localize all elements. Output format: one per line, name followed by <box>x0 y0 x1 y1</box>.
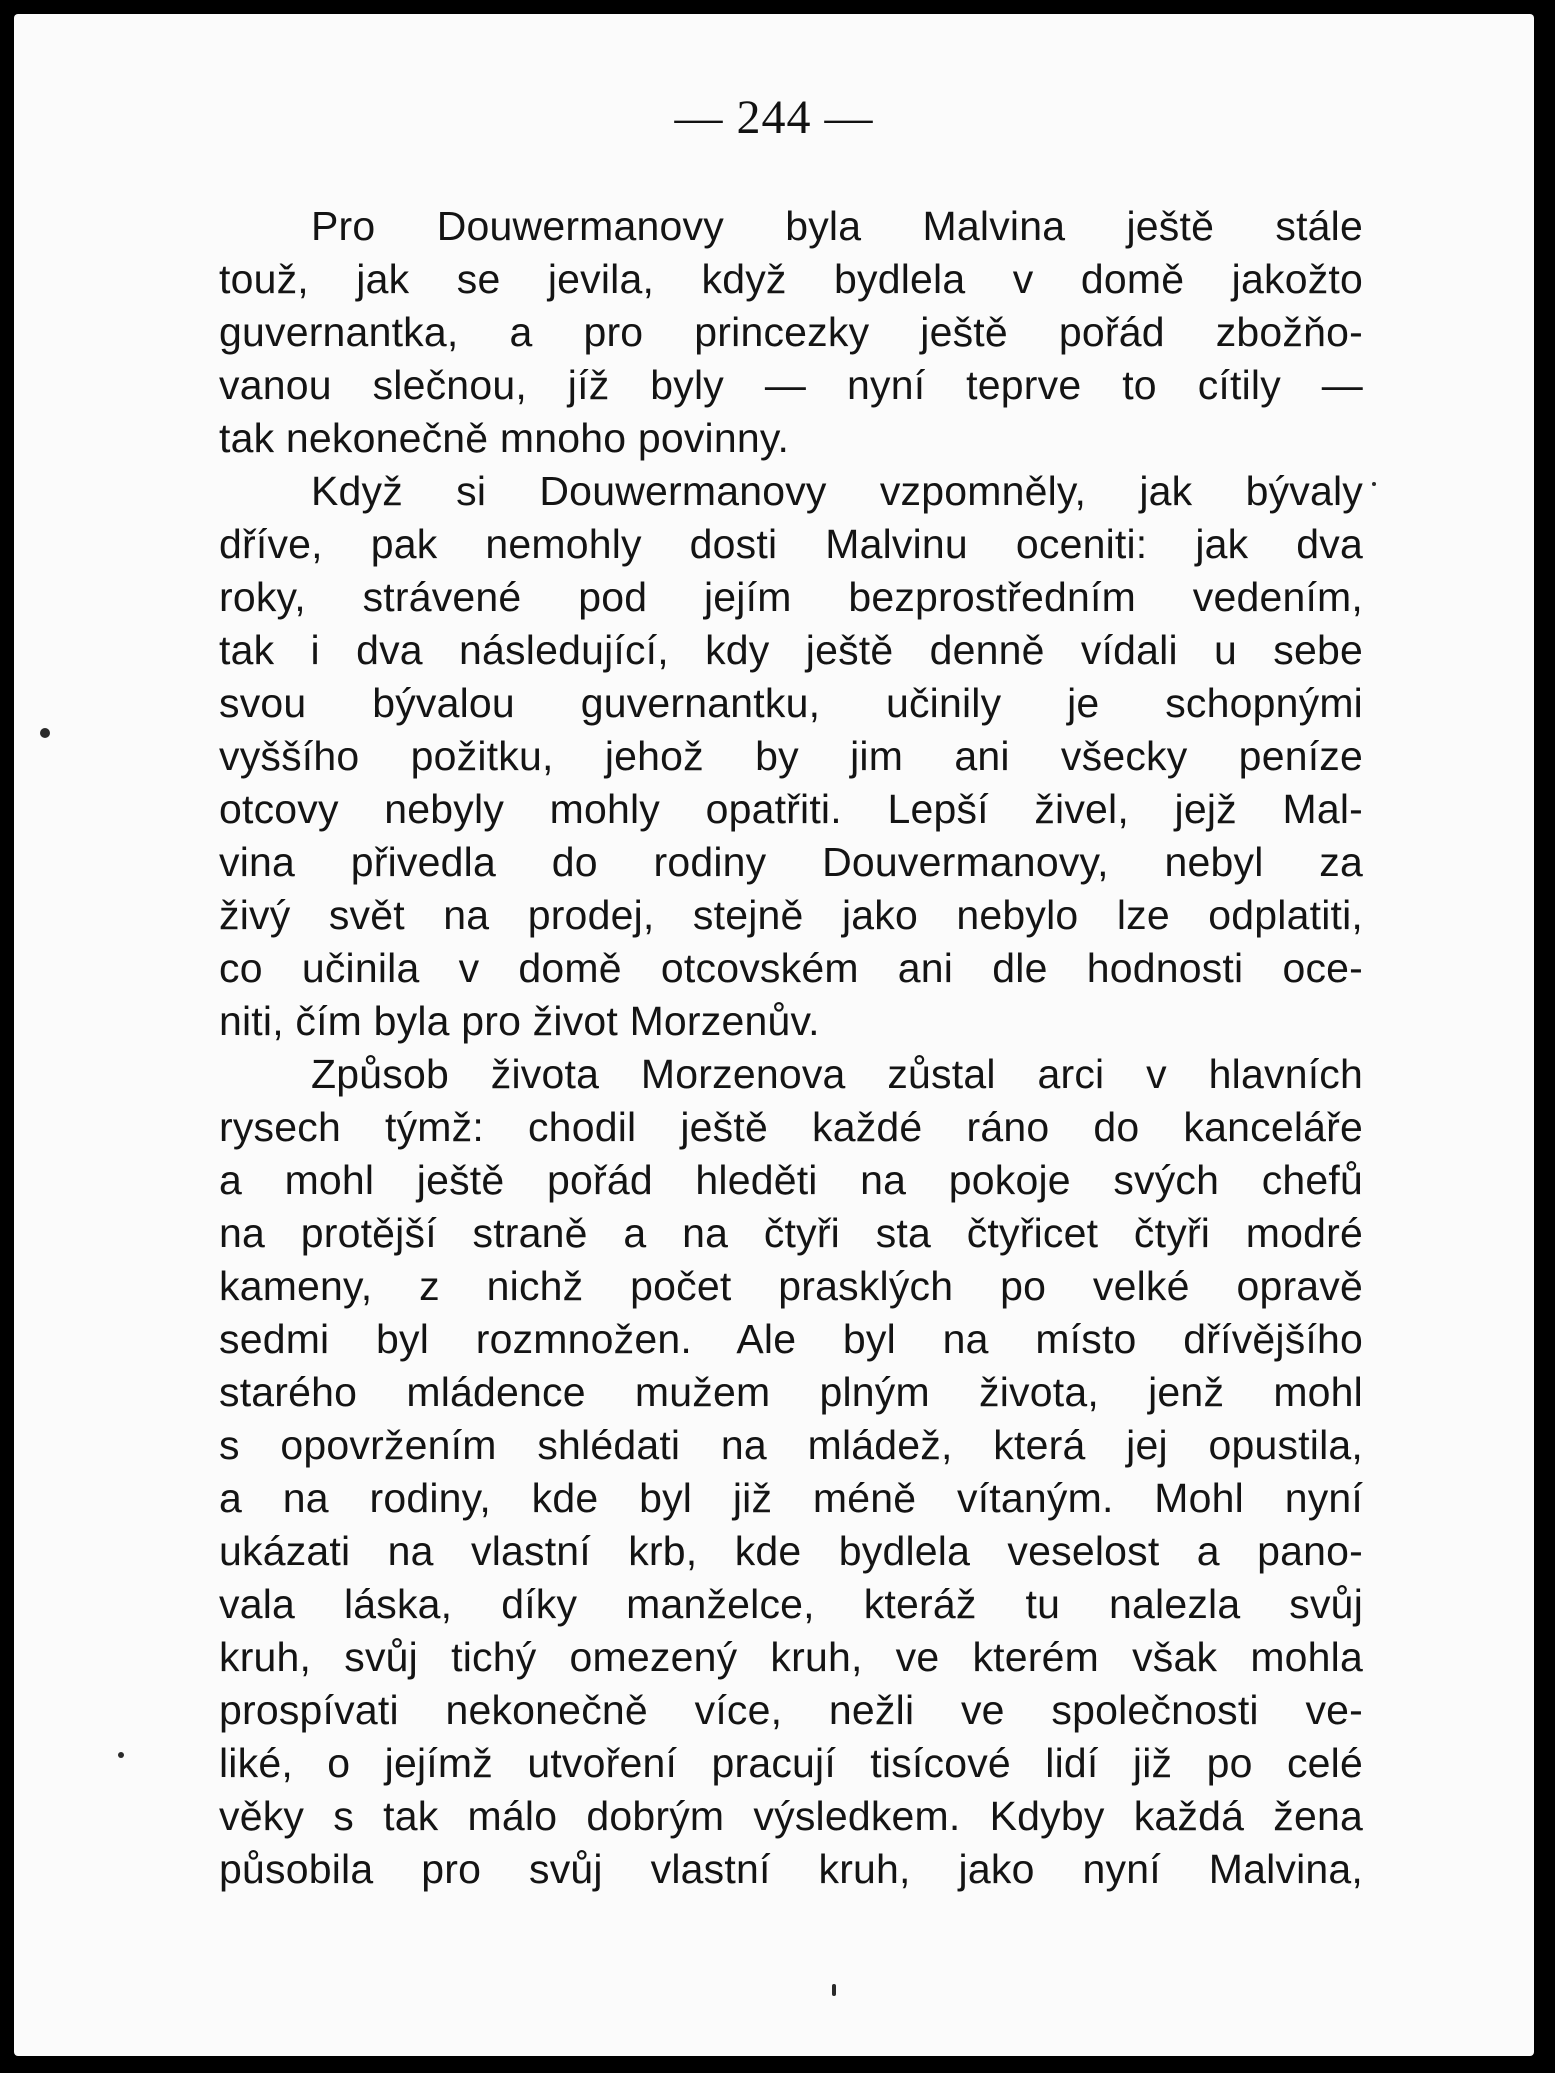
text-line: otcovy nebyly mohly opatřiti. Lepší živel, jejž Mal- <box>219 786 1363 832</box>
text-line: věky s tak málo dobrým výsledkem. Kdyby každá žena <box>219 1793 1363 1839</box>
text-line: živý svět na prodej, stejně jako nebylo lze odplatiti, <box>219 892 1363 938</box>
scan-speck <box>1372 482 1376 486</box>
text-line: vanou slečnou, jíž byly — nyní teprve to cítily — <box>219 362 1363 408</box>
text-line: a na rodiny, kde byl již méně vítaným. Mohl nyní <box>219 1475 1363 1521</box>
book-page <box>14 14 1534 2056</box>
text-line: liké, o jejímž utvoření pracují tisícové lidí již po celé <box>219 1740 1363 1786</box>
page-number: — 244 — <box>674 91 874 144</box>
text-line: vala láska, díky manželce, kteráž tu nalezla svůj <box>219 1581 1363 1627</box>
text-line: vina přivedla do rodiny Douvermanovy, nebyl za <box>219 839 1363 885</box>
text-line: Když si Douwermanovy vzpomněly, jak bývaly <box>311 468 1363 514</box>
scan-speck <box>832 1984 836 1996</box>
text-line: rysech týmž: chodil ještě každé ráno do kanceláře <box>219 1104 1363 1150</box>
text-line: vyššího požitku, jehož by jim ani všecky peníze <box>219 733 1363 779</box>
text-line: svou bývalou guvernantku, učinily je schopnými <box>219 680 1363 726</box>
text-line: roky, strávené pod jejím bezprostředním vedením, <box>219 574 1363 620</box>
text-line: tak i dva následující, kdy ještě denně vídali u sebe <box>219 627 1363 673</box>
text-line: dříve, pak nemohly dosti Malvinu oceniti: jak dva <box>219 521 1363 567</box>
text-line: co učinila v domě otcovském ani dle hodnosti oce- <box>219 945 1363 991</box>
scan-speck <box>40 728 50 738</box>
scan-speck <box>118 1752 124 1758</box>
text-line: s opovržením shlédati na mládež, která jej opustila, <box>219 1422 1363 1468</box>
text-line: starého mládence mužem plným života, jenž mohl <box>219 1369 1363 1415</box>
text-line: tak nekonečně mnoho povinny. <box>219 415 790 461</box>
text-line: guvernantka, a pro princezky ještě pořád zbožňo- <box>219 309 1363 355</box>
text-line: na protější straně a na čtyři sta čtyřicet čtyři modré <box>219 1210 1363 1256</box>
text-line: a mohl ještě pořád hleděti na pokoje svých chefů <box>219 1157 1363 1203</box>
text-line: prospívati nekonečně více, nežli ve společnosti ve- <box>219 1687 1363 1733</box>
text-line: Způsob života Morzenova zůstal arci v hlavních <box>311 1051 1363 1097</box>
text-line: Pro Douwermanovy byla Malvina ještě stále <box>311 203 1363 249</box>
body-text <box>219 200 1363 1896</box>
text-line: působila pro svůj vlastní kruh, jako nyní Malvina, <box>219 1846 1363 1892</box>
text-line: ukázati na vlastní krb, kde bydlela veselost a pano- <box>219 1528 1363 1574</box>
text-line: kruh, svůj tichý omezený kruh, ve kterém však mohla <box>219 1634 1363 1680</box>
text-line: kameny, z nichž počet prasklých po velké opravě <box>219 1263 1363 1309</box>
text-line: touž, jak se jevila, když bydlela v domě jakožto <box>219 256 1363 302</box>
text-line: niti, čím byla pro život Morzenův. <box>219 998 820 1044</box>
text-line: sedmi byl rozmnožen. Ale byl na místo dřívějšího <box>219 1316 1363 1362</box>
